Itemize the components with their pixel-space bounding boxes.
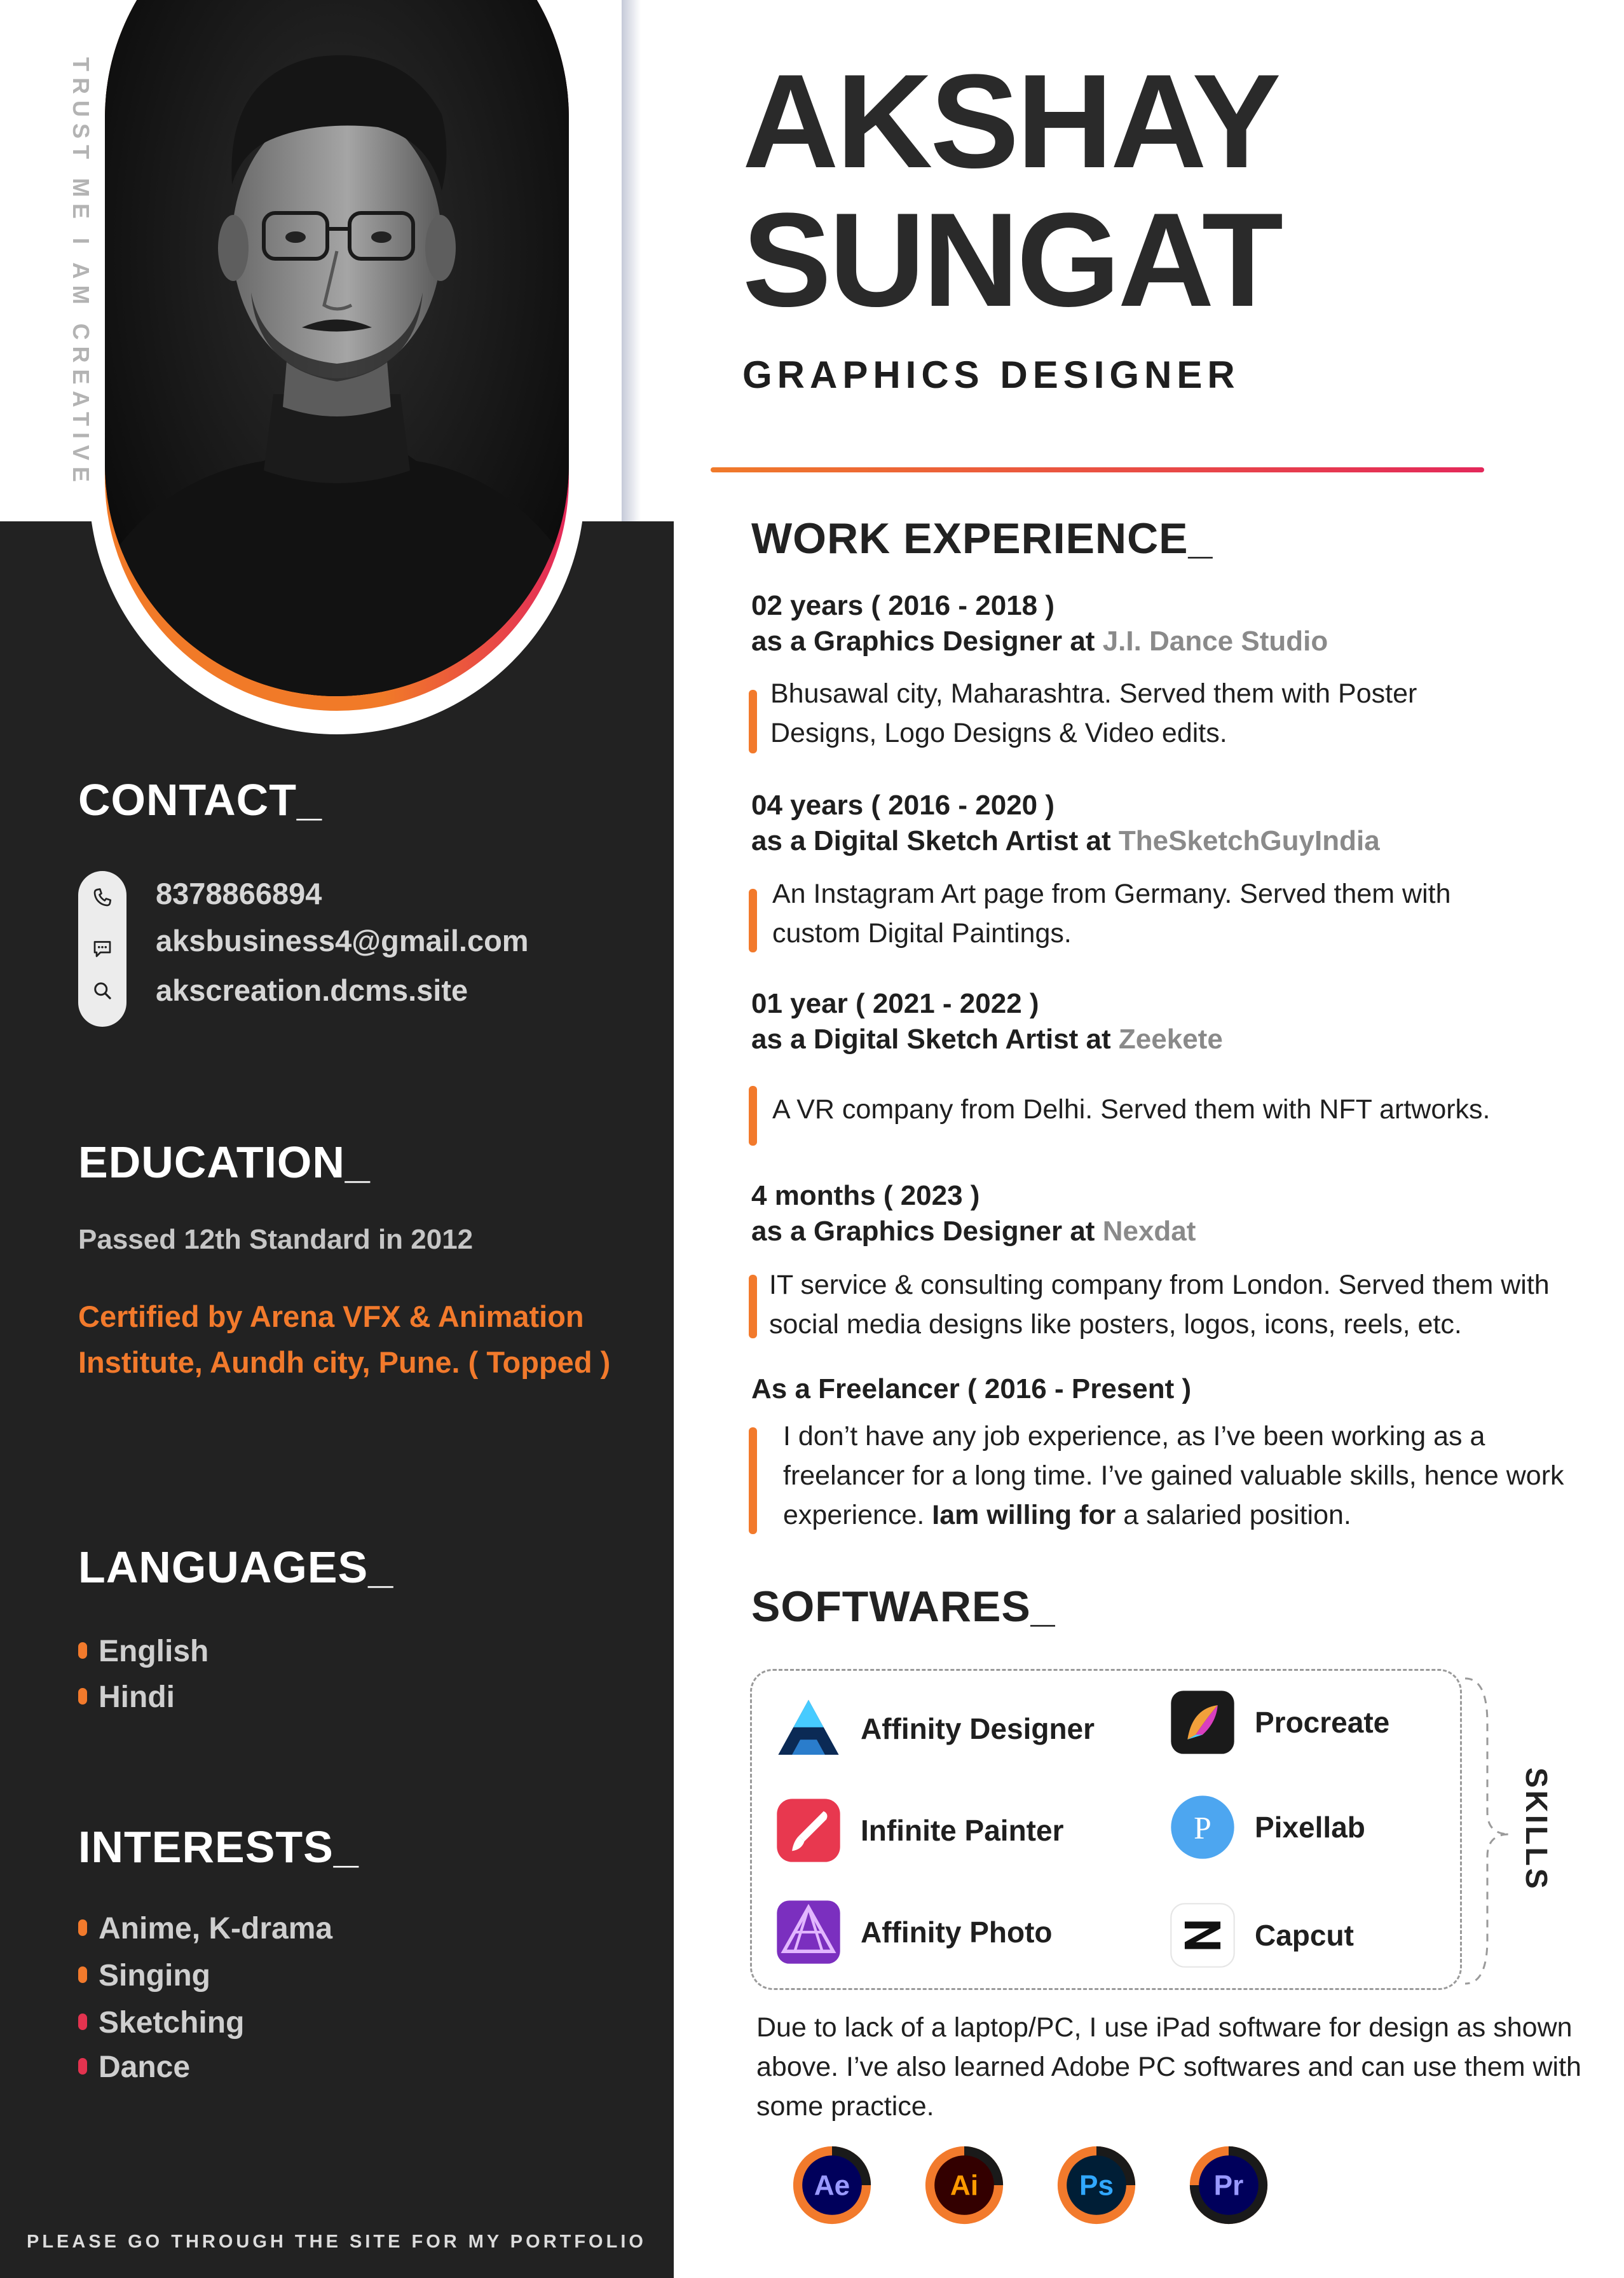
full-name <box>742 46 1281 334</box>
skills-label: SKILLS <box>1519 1767 1553 1891</box>
job-description: Bhusawal city, Maharashtra. Served them with Poster Designs, Logo Designs & Video edits. <box>770 678 1417 748</box>
illustrator-icon <box>923 2144 1006 2227</box>
software-item-pixellab: P Pixellab <box>1168 1793 1365 1862</box>
pixellab-icon <box>1168 1793 1237 1862</box>
capcut-icon <box>1168 1901 1237 1970</box>
photo-shadow <box>622 0 641 521</box>
languages-heading: LANGUAGES_ <box>78 1542 394 1592</box>
procreate-icon <box>1168 1688 1237 1757</box>
job-company: Nexdat <box>1102 1216 1196 1247</box>
svg-text:Ai: Ai <box>950 2170 979 2202</box>
svg-text:Ps: Ps <box>1079 2170 1114 2202</box>
job-description: IT service & consulting company from London. Served them with social media designs like posters, logos, icons, reels, etc. <box>769 1270 1550 1340</box>
chat-icon <box>91 937 114 960</box>
bullet-dot <box>78 1642 87 1659</box>
freelance-emphasis: Iam willing for <box>932 1500 1116 1530</box>
vertical-tagline: TRUST ME I AM CREATIVE <box>68 57 94 488</box>
software-item-capcut: Capcut <box>1168 1901 1354 1970</box>
software-item-infinite-painter: Infinite Painter <box>774 1796 1063 1865</box>
accent-divider <box>711 467 1484 472</box>
job-description: An Instagram Art page from Germany. Served them with custom Digital Paintings. <box>772 879 1451 949</box>
phone-icon <box>91 886 114 909</box>
bullet-dot <box>78 1688 87 1705</box>
infinite-painter-icon <box>774 1796 843 1865</box>
portfolio-footer-note: PLEASE GO THROUGH THE SITE FOR MY PORTFOLIO <box>27 2232 646 2252</box>
contact-website[interactable]: akscreation.dcms.site <box>156 973 468 1007</box>
svg-text:Pr: Pr <box>1213 2170 1244 2202</box>
skills-brace <box>1462 1666 1519 1993</box>
software-item-procreate: Procreate <box>1168 1688 1389 1757</box>
contact-email[interactable]: aksbusiness4@gmail.com <box>156 924 529 957</box>
bullet-dot <box>78 1919 87 1936</box>
photoshop-icon <box>1055 2144 1138 2227</box>
portrait-illustration <box>105 0 569 696</box>
education-heading: EDUCATION_ <box>78 1137 371 1187</box>
interest-item: Sketching <box>78 2005 244 2040</box>
description-bar <box>749 889 757 952</box>
job-role: as a Graphics Designer at J.I. Dance Studio <box>751 626 1328 657</box>
description-bar <box>749 1275 757 1338</box>
profile-photo <box>105 0 569 696</box>
education-school: Passed 12th Standard in 2012 <box>78 1224 474 1255</box>
freelance-period: As a Freelancer ( 2016 - Present ) <box>751 1373 1192 1404</box>
contact-heading: CONTACT_ <box>78 775 322 825</box>
language-item: English <box>78 1634 208 1669</box>
contact-phone[interactable]: 8378866894 <box>156 877 322 910</box>
search-icon <box>91 979 114 1002</box>
affinity-designer-icon <box>774 1694 843 1763</box>
description-bar <box>749 1427 757 1534</box>
job-role: as a Digital Sketch Artist at Zeekete <box>751 1024 1223 1055</box>
last-name: SUNGAT <box>742 185 1281 334</box>
interest-item: Singing <box>78 1958 210 1993</box>
softwares-heading: SOFTWARES_ <box>751 1582 1056 1631</box>
job-role: as a Graphics Designer at Nexdat <box>751 1216 1196 1247</box>
interests-heading: INTERESTS_ <box>78 1822 359 1872</box>
work-experience-heading: WORK EXPERIENCE_ <box>751 514 1213 563</box>
svg-text:Ae: Ae <box>814 2170 850 2202</box>
description-bar <box>749 1086 757 1146</box>
language-item: Hindi <box>78 1680 175 1715</box>
education-certification: Certified by Arena VFX & Animation Institute, Aundh city, Pune. ( Topped ) <box>78 1300 611 1379</box>
job-entry <box>751 790 1380 857</box>
job-description: A VR company from Delhi. Served them with NFT artworks. <box>772 1094 1491 1125</box>
interest-item: Anime, K-drama <box>78 1911 332 1946</box>
software-item-affinity-designer: Affinity Designer <box>774 1694 1095 1763</box>
description-bar <box>749 690 757 753</box>
job-company: J.I. Dance Studio <box>1102 626 1328 657</box>
job-title: GRAPHICS DESIGNER <box>742 353 1240 396</box>
job-company: TheSketchGuyIndia <box>1118 825 1380 856</box>
interest-item: Dance <box>78 2050 190 2085</box>
software-item-affinity-photo: Affinity Photo <box>774 1898 1053 1966</box>
job-entry <box>751 590 1328 657</box>
job-period: 04 years ( 2016 - 2020 ) <box>751 790 1055 821</box>
job-entry <box>751 988 1223 1055</box>
job-role: as a Digital Sketch Artist at TheSketchGuyIndia <box>751 825 1380 856</box>
bullet-dot <box>78 2058 87 2075</box>
job-period: 01 year ( 2021 - 2022 ) <box>751 988 1039 1019</box>
affinity-photo-icon <box>774 1898 843 1966</box>
after-effects-icon <box>791 2144 873 2227</box>
svg-text:P: P <box>1194 1810 1211 1846</box>
job-period: 02 years ( 2016 - 2018 ) <box>751 590 1055 621</box>
job-entry <box>751 1180 1196 1247</box>
job-period: 4 months ( 2023 ) <box>751 1180 980 1211</box>
freelance-entry <box>751 1373 1191 1405</box>
software-note: Due to lack of a laptop/PC, I use iPad software for design as shown above. I’ve also learned Adobe PC softwares and can use them with some practice. <box>756 2012 1581 2122</box>
bullet-dot <box>78 2014 87 2030</box>
job-company: Zeekete <box>1118 1024 1223 1055</box>
first-name: AKSHAY <box>742 46 1279 196</box>
freelance-description: I don’t have any job experience, as I’ve been working as a freelancer for a long time. I’ve gained valuable skills, hence work experience. Iam willing for a salaried position. <box>783 1421 1564 1530</box>
bullet-dot <box>78 1966 87 1983</box>
premiere-icon <box>1187 2144 1270 2227</box>
